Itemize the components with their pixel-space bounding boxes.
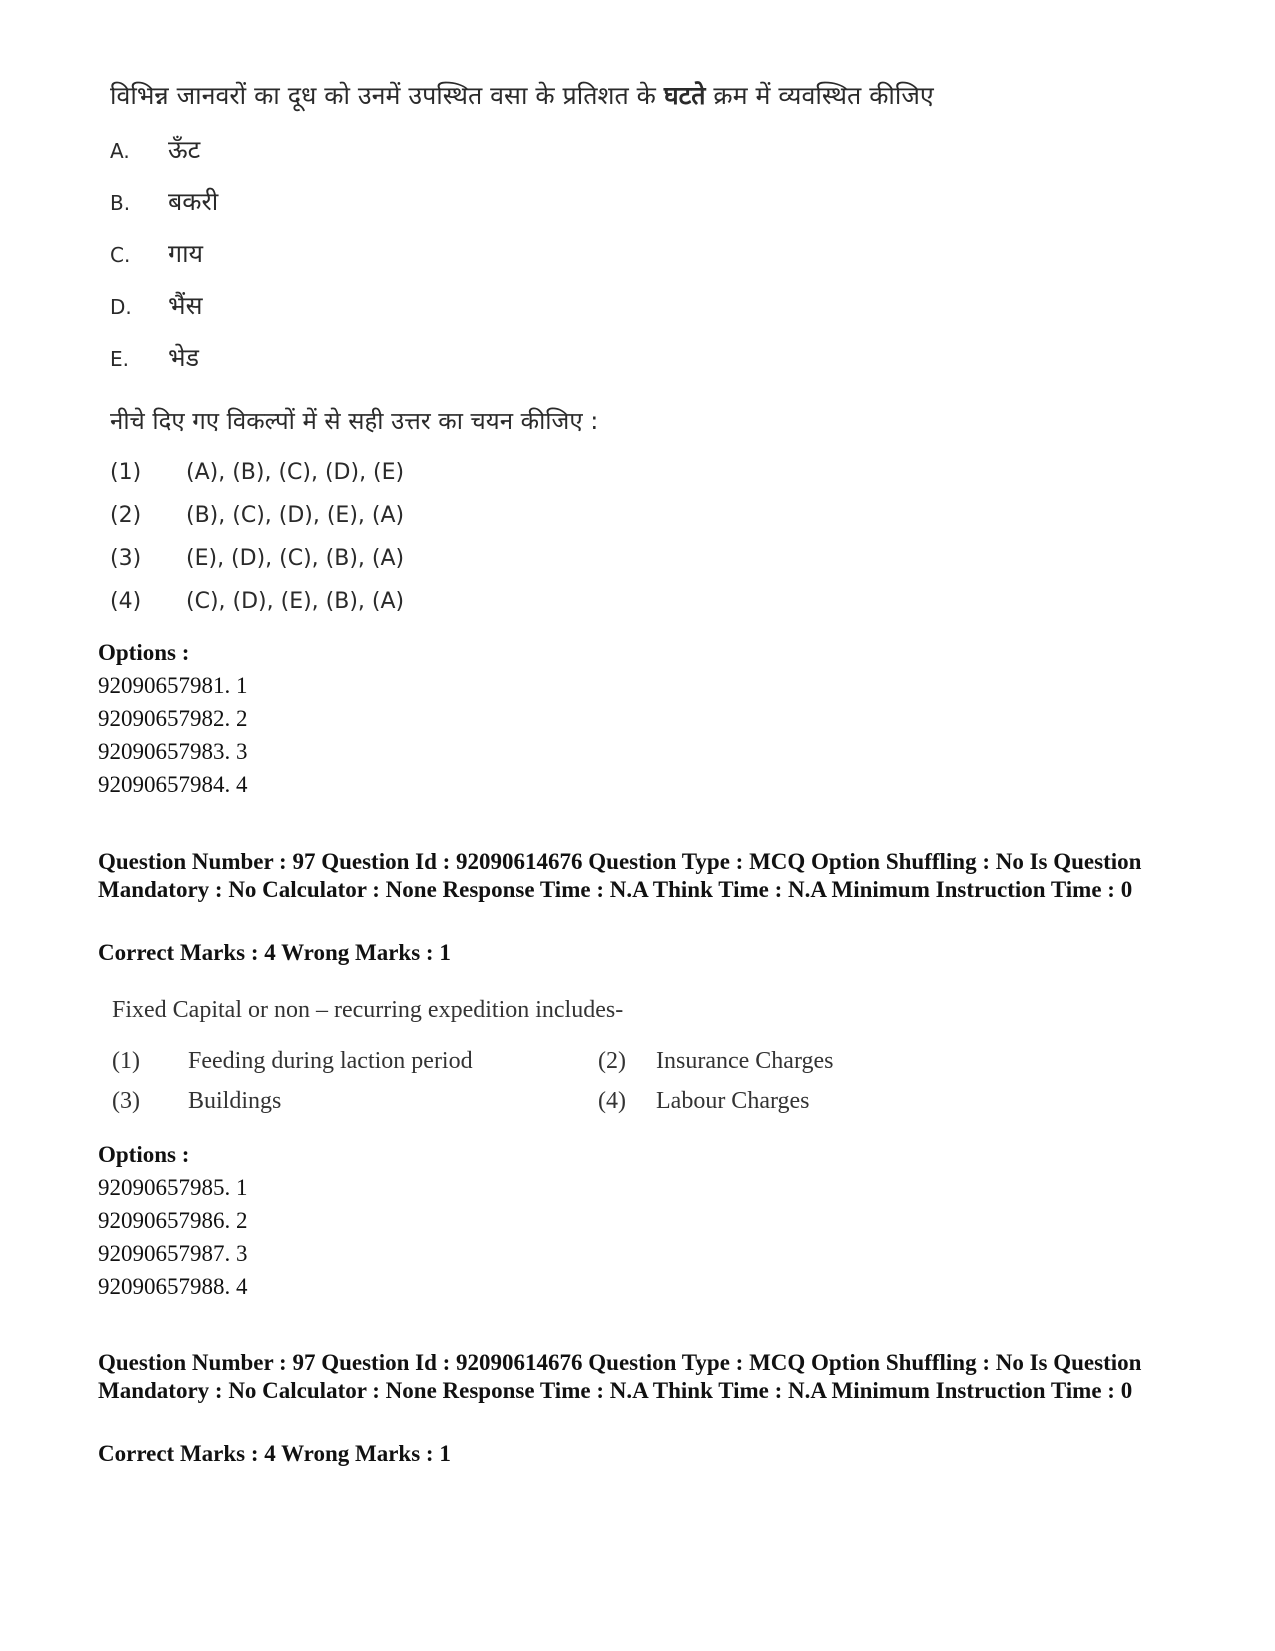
answer-choice	[112, 1048, 473, 1075]
question-1-title-emphasis: घटते	[663, 81, 706, 110]
answer-choice	[598, 1048, 834, 1075]
question-3-marks: Correct Marks : 4 Wrong Marks : 1	[98, 1441, 451, 1466]
options-heading: Options :	[98, 640, 190, 665]
choice-text: Labour Charges	[656, 1088, 810, 1114]
choice-text: (B), (C), (D), (E), (A)	[186, 503, 405, 528]
answer-choice	[110, 546, 404, 571]
options-heading: Options :	[98, 1142, 190, 1167]
question-1-title-start: विभिन्न जानवरों का दूध को उनमें उपस्थित वसा के प्रतिशत के	[110, 81, 664, 110]
option-line: 92090657984. 4	[98, 772, 248, 797]
item-letter: D.	[110, 295, 132, 319]
item-text: भैंस	[168, 291, 203, 320]
answer-choice	[112, 1088, 281, 1115]
list-item	[110, 340, 199, 374]
choice-text: (C), (D), (E), (B), (A)	[186, 589, 405, 614]
choice-number: (2)	[598, 1048, 626, 1074]
option-line: 92090657988. 4	[98, 1274, 248, 1299]
choice-number: (2)	[110, 503, 142, 528]
answer-choice	[598, 1088, 810, 1115]
option-line: 92090657982. 2	[98, 706, 248, 731]
item-text: भेड	[168, 343, 199, 372]
question-3-meta: Question Number : 97 Question Id : 92090614676 Question Type : MCQ Option Shuffling : No Is Question Mandatory : No Calculator : None Response Time : N.A Think Time : N.A Minimum Instruction Time : 0	[98, 1350, 1142, 1403]
question-1-instruction: नीचे दिए गए विकल्पों में से सही उत्तर का चयन कीजिए :	[110, 407, 599, 435]
answer-choice	[110, 589, 404, 614]
item-text: बकरी	[168, 187, 219, 216]
question-1-title	[110, 78, 934, 112]
option-line: 92090657985. 1	[98, 1175, 248, 1200]
item-letter: B.	[110, 191, 131, 215]
choice-number: (1)	[110, 460, 142, 485]
answer-choice	[110, 503, 404, 528]
list-item	[110, 184, 218, 218]
item-letter: E.	[110, 347, 129, 371]
list-item	[110, 236, 203, 270]
answer-choice	[110, 460, 404, 485]
choice-text: Buildings	[188, 1088, 282, 1114]
option-line: 92090657986. 2	[98, 1208, 248, 1233]
question-2-title: Fixed Capital or non – recurring expedition includes-	[112, 997, 624, 1023]
choice-text: Insurance Charges	[656, 1048, 834, 1074]
choice-number: (4)	[598, 1088, 626, 1114]
question-2-meta: Question Number : 97 Question Id : 92090614676 Question Type : MCQ Option Shuffling : No Is Question Mandatory : No Calculator : None Response Time : N.A Think Time : N.A Minimum Instruction Time : 0	[98, 849, 1142, 902]
question-1-title-end: क्रम में व्यवस्थित कीजिए	[705, 81, 934, 110]
list-item	[110, 288, 202, 322]
item-letter: A.	[110, 139, 130, 163]
choice-number: (3)	[112, 1088, 140, 1114]
item-text: गाय	[168, 239, 204, 268]
choice-number: (1)	[112, 1048, 140, 1074]
option-line: 92090657983. 3	[98, 739, 248, 764]
option-line: 92090657987. 3	[98, 1241, 248, 1266]
choice-text: (A), (B), (C), (D), (E)	[186, 460, 405, 485]
choice-number: (3)	[110, 546, 142, 571]
choice-number: (4)	[110, 589, 142, 614]
item-letter: C.	[110, 243, 131, 267]
choice-text: Feeding during laction period	[188, 1048, 473, 1074]
list-item	[110, 132, 200, 166]
option-line: 92090657981. 1	[98, 673, 248, 698]
question-2-marks: Correct Marks : 4 Wrong Marks : 1	[98, 940, 451, 965]
item-text: ऊँट	[168, 135, 201, 164]
choice-text: (E), (D), (C), (B), (A)	[186, 546, 405, 571]
